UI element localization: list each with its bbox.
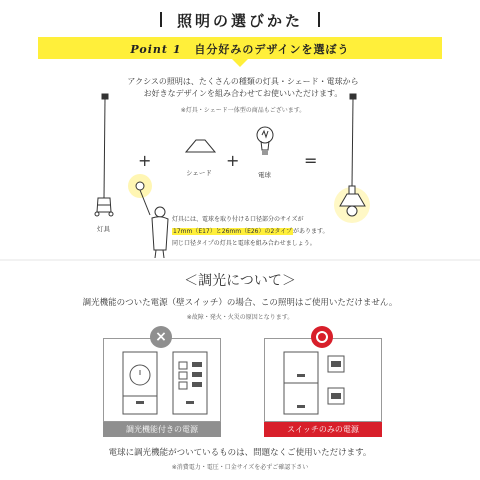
- shade-illustration: [186, 140, 215, 152]
- dimmer-title: ＜調光について＞: [184, 273, 296, 289]
- equals-sign: =: [304, 151, 318, 170]
- shade-label: シェード: [186, 169, 212, 177]
- socket-info: [172, 214, 332, 250]
- dimmer-note: ※故障・発火・火災の原因となります。: [186, 314, 294, 321]
- ng-cross-icon: ×: [150, 326, 172, 348]
- plus-sign-2: +: [226, 151, 240, 170]
- plus-sign-1: +: [138, 151, 152, 170]
- dimmer-description: 調光機能のついた電源（壁スイッチ）の場合、この照明はご使用いただけません。: [82, 298, 398, 308]
- intro-line-1: アクシスの照明は、たくさんの種類の灯具・シェード・電球から: [127, 77, 359, 86]
- ok-caption: スイッチのみの電源: [264, 422, 382, 437]
- socket-line-2-rest: があります。: [293, 228, 329, 235]
- socket-line-2: [172, 226, 332, 238]
- person-illustration: [128, 174, 168, 258]
- point-text: 自分好みのデザインを選ぼう: [194, 43, 350, 56]
- intro-note: ※灯具・シェード一体型の商品もございます。: [180, 107, 306, 114]
- plain-switch-illustration: [264, 338, 382, 422]
- pendant-illustration: [334, 94, 370, 223]
- bulb-label: 電球: [258, 171, 271, 179]
- section-divider: [0, 259, 480, 261]
- page-title: 照明の選びかた: [176, 12, 303, 30]
- fixture-label: 灯具: [97, 225, 110, 233]
- socket-size-highlight: 17mm（E17）と26mm（E26）の2タイプ: [173, 228, 293, 235]
- socket-line-1: 灯具には、電球を取り付ける口径部分のサイズが: [172, 216, 304, 223]
- ng-caption: 調光機能付きの電源: [103, 422, 221, 437]
- footer-note: ※消費電力・電圧・口金サイズを必ずご確認下さい: [171, 464, 309, 471]
- point-label: Point 1: [130, 43, 182, 56]
- socket-line-3: 同じ口径タイプの灯具と電球を組み合わせましょう。: [172, 240, 316, 247]
- dimmer-switch-illustration: [103, 338, 221, 422]
- intro-line-2: お好きなデザインを組み合わせてお使いいただけます。: [143, 89, 343, 98]
- bulb-illustration: [257, 127, 273, 154]
- fixture-illustration: [95, 94, 113, 216]
- footer-text: 電球に調光機能がついているものは、問題なくご使用いただけます。: [108, 448, 372, 458]
